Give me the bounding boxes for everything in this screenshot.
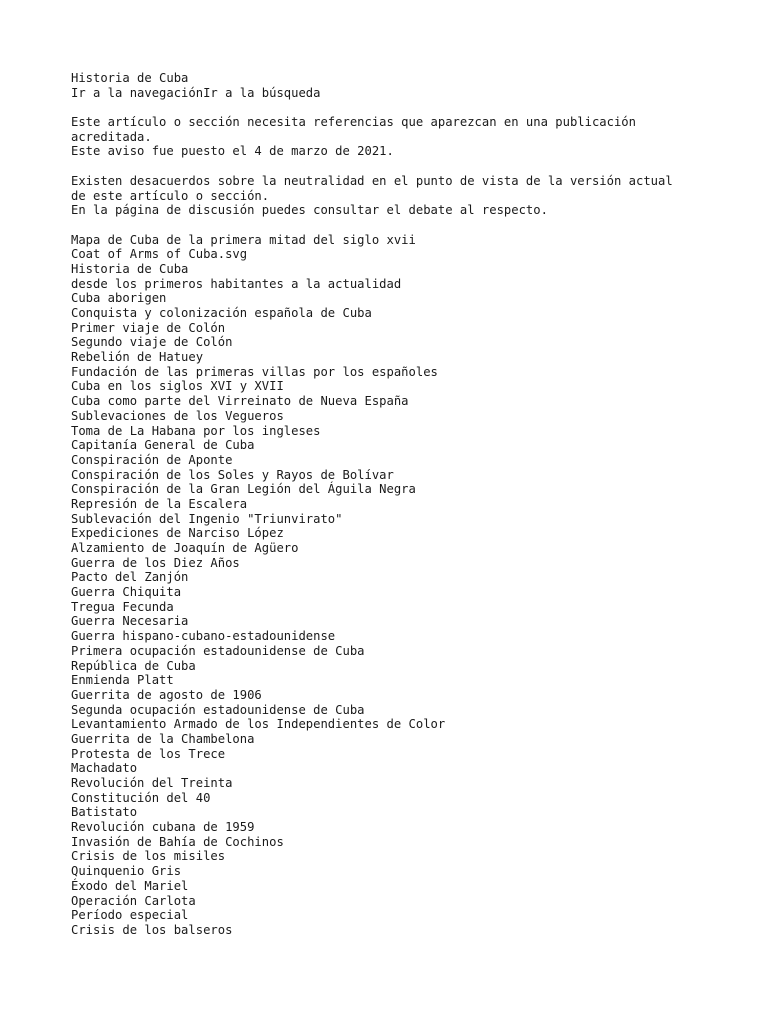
history-topic-item[interactable]: Pacto del Zanjón: [71, 570, 189, 585]
history-topic-item[interactable]: Guerrita de agosto de 1906: [71, 687, 262, 702]
history-topic-item[interactable]: Sublevaciones de los Vegueros: [71, 408, 284, 423]
neutrality-notice-line: Existen desacuerdos sobre la neutralidad en el punto de vista de la versión actual: [71, 173, 673, 188]
infobox-subtitle: desde los primeros habitantes a la actualidad: [71, 276, 402, 291]
history-topic-item[interactable]: Expediciones de Narciso López: [71, 526, 284, 541]
map-caption: Mapa de Cuba de la primera mitad del siglo xvii: [71, 232, 416, 247]
history-topics-list: [71, 291, 768, 937]
history-topic-item[interactable]: Período especial: [71, 908, 189, 923]
infobox: [71, 233, 768, 292]
history-topic-item[interactable]: Machadato: [71, 761, 138, 776]
references-notice: [71, 115, 768, 159]
history-topic-item[interactable]: Cuba en los siglos XVI y XVII: [71, 379, 284, 394]
history-topic-item[interactable]: Crisis de los balseros: [71, 922, 233, 937]
history-topic-item[interactable]: Rebelión de Hatuey: [71, 350, 204, 365]
references-notice-line: Este artículo o sección necesita referencias que aparezcan en una publicación: [71, 115, 636, 130]
history-topic-item[interactable]: Cuba como parte del Virreinato de Nueva España: [71, 394, 409, 409]
history-topic-item[interactable]: Primer viaje de Colón: [71, 320, 226, 335]
history-topic-item[interactable]: Segundo viaje de Colón: [71, 335, 233, 350]
spacer: [71, 100, 768, 115]
coat-of-arms-filename: Coat of Arms of Cuba.svg: [71, 247, 248, 262]
history-topic-item[interactable]: Sublevación del Ingenio "Triunvirato": [71, 511, 343, 526]
history-topic-item[interactable]: Batistato: [71, 805, 138, 820]
history-topic-item[interactable]: Conquista y colonización española de Cuba: [71, 306, 372, 320]
spacer: [71, 218, 768, 233]
history-topic-item[interactable]: Crisis de los misiles: [71, 849, 226, 864]
history-topic-item[interactable]: Alzamiento de Joaquín de Agüero: [71, 541, 299, 555]
neutrality-notice-line: de este artículo o sección.: [71, 188, 270, 203]
history-topic-item[interactable]: Conspiración de los Soles y Rayos de Bolívar: [71, 467, 394, 482]
references-notice-date: Este aviso fue puesto el 4 de marzo de 2021.: [71, 144, 394, 159]
references-notice-line: acreditada.: [71, 129, 152, 144]
history-topic-item[interactable]: Tregua Fecunda: [71, 599, 174, 614]
history-topic-item[interactable]: Operación Carlota: [71, 893, 196, 908]
history-topic-item[interactable]: Capitanía General de Cuba: [71, 438, 255, 453]
history-topic-item[interactable]: Guerra hispano-cubano-estadounidense: [71, 629, 336, 644]
history-topic-item[interactable]: Protesta de los Trece: [71, 746, 226, 761]
history-topic-item[interactable]: Segunda ocupación estadounidense de Cuba: [71, 702, 365, 717]
spacer: [71, 159, 768, 174]
history-topic-item[interactable]: Fundación de las primeras villas por los españoles: [71, 364, 438, 379]
history-topic-item[interactable]: Guerra de los Diez Años: [71, 555, 240, 570]
history-topic-item[interactable]: Guerra Chiquita: [71, 585, 182, 600]
skip-navigation-links[interactable]: Ir a la navegaciónIr a la búsqueda: [71, 85, 321, 100]
history-topic-item[interactable]: Represión de la Escalera: [71, 496, 248, 511]
history-topic-item[interactable]: Conspiración de Aponte: [71, 452, 233, 467]
history-topic-item[interactable]: Revolución del Treinta: [71, 776, 233, 790]
page-title: Historia de Cuba: [71, 71, 189, 85]
history-topic-item[interactable]: Guerrita de la Chambelona: [71, 731, 255, 746]
history-topic-item[interactable]: Constitución del 40: [71, 790, 211, 805]
history-topic-item[interactable]: Cuba aborigen: [71, 291, 167, 306]
history-topic-item[interactable]: Guerra Necesaria: [71, 614, 189, 629]
history-topic-item[interactable]: Conspiración de la Gran Legión del Águila Negra: [71, 482, 416, 497]
history-topic-item[interactable]: Quinquenio Gris: [71, 864, 182, 879]
history-topic-item[interactable]: Éxodo del Mariel: [71, 878, 189, 893]
neutrality-notice: [71, 174, 768, 218]
history-topic-item[interactable]: Invasión de Bahía de Cochinos: [71, 834, 284, 849]
history-topic-item[interactable]: Primera ocupación estadounidense de Cuba: [71, 643, 365, 658]
infobox-title: Historia de Cuba: [71, 261, 189, 276]
discussion-page-note: En la página de discusión puedes consultar el debate al respecto.: [71, 203, 548, 218]
history-topic-item[interactable]: República de Cuba: [71, 658, 196, 673]
history-topic-item[interactable]: Levantamiento Armado de los Independientes de Color: [71, 717, 446, 732]
history-topic-item[interactable]: Revolución cubana de 1959: [71, 820, 255, 835]
history-topic-item[interactable]: Enmienda Platt: [71, 673, 174, 688]
history-topic-item[interactable]: Toma de La Habana por los ingleses: [71, 423, 321, 438]
